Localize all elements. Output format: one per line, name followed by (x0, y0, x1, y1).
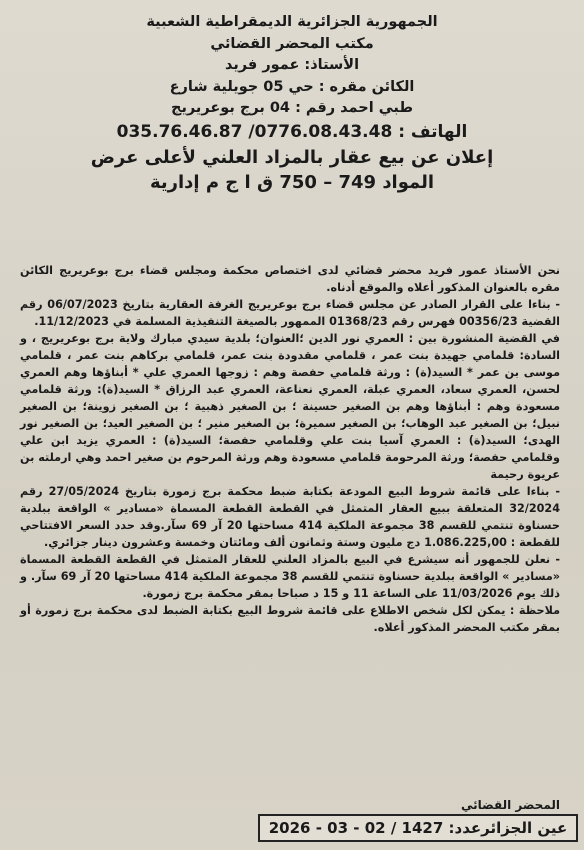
case-parties-paragraph: في القضية المنشورة بين : العمري نور الدين ؛العنوان؛ بلدية سيدي مبارك ولاية برج بوعريريج ، و السادة: قلمامي جهيدة بنت عمر ، قلمامي مقدودة بنت عمر، قلمامي بركاهم بنت عمر ، قلمامي موسى بن عمر * السيد(ة) : ورثة قلمامي حفصة وهم : زوجها العمري علي * أبناؤها وهم العمري لحسن، العمري سعاد، العمري عبلة، العمري نعناعة، العمري عبد الرزاق * السيد(ة): ورثة قلمامي مسعودة وهم : أبناؤها وهم بن الصغير حسينة ؛ بن الصغير ذهبية ؛ بن الصغير زوينة؛ بن الصغير نبيل؛ بن الصغير عبد الوهاب؛ بن الصغير سميرة؛ بن الصغير منير ؛ بن الصغير العيد؛ بن الصغير نور الهدى؛ السيد(ة) : العمري آسيا بنت علي وقلمامي حفصة؛ السيد(ة) : العمري يزيد ابن علي وقلمامي حفصة؛ ورثة المرحومة قلمامي مسعودة وهم ورثة المرحوم بن صغير احمد وهي ارملته بن عريوة رحيمة (20, 332, 560, 481)
notice-header (0, 12, 584, 195)
sale-conditions-paragraph: - بناءا على قائمة شروط البيع المودعة بكتابة ضبط محكمة برج زمورة بتاريخ 27/05/2024 رقم 32/2024 المتعلقة ببيع العقار المتمثل في القطعة القطعة المسماة «مسادير » الواقعة ببلدية حسناوة تنتمي للقسم 38 مجموعة الملكية 414 مساحتها 20 آر 69 سآر.وقد حدد السعر الافتتاحي للقطعة : 1.086.225,00 دج مليون وستة وثمانون ألف ومائتان وخمسة وعشرون دينار جزائري. (20, 485, 560, 549)
decision-paragraph: - بناءا على القرار الصادر عن مجلس قضاء برج بوعريريج الغرفة العقارية بتاريخ 06/07/2023 رقم القضية 00356/23 فهرس رقم 01368/23 الممهور بالصيغة التنفيذية المسلمة في 11/12/2023. (20, 298, 560, 328)
legal-articles: المواد 749 – 750 ق ا ج م إدارية (149, 171, 435, 193)
announcement-title: إعلان عن بيع عقار بالمزاد العلني لأعلى عرض (90, 146, 494, 168)
office-address-line1: الكائن مقره : حي 05 جويلية شارع (169, 78, 415, 95)
bailiff-signature: المحضر القضائي (460, 798, 560, 812)
republic-title: الجمهورية الجزائرية الديمقراطية الشعبية (146, 14, 438, 30)
remark-paragraph: ملاحظة : يمكن لكل شخص الاطلاع على قائمة شروط البيع بكتابة الضبط لدى محكمة برج زمورة أو بمقر مكتب المحضر المذكور أعلاه. (20, 604, 560, 634)
auction-notice-paragraph: - نعلن للجمهور أنه سيشرع في البيع بالمزاد العلني للعقار المتمثل في القطعة القطعة المسماة «مسادير » الواقعة ببلدية حسناوة تنتمي للقسم 38 مجموعة الملكية 414 مساحتها 20 آر 69 سآر. و ذلك يوم 11/03/2026 على الساعة 11 و 15 د صباحا بمقر محكمة برج زمورة. (20, 553, 560, 600)
publication-footer: عين الجزائرعدد: 1427 / 02 - 03 - 2026 (258, 814, 578, 842)
lawyer-name: الأستاذ: عمور فريد (224, 57, 360, 73)
intro-paragraph: نحن الأستاذ عمور فريد محضر قضائي لدى اختصاص محكمة ومجلس قضاء برج بوعريريج الكائن مقره بالعنوان المذكور أعلاه والموقع أدناه. (20, 264, 560, 294)
office-address-line2: طبي احمد رقم : 04 برج بوعريريج (171, 100, 413, 116)
notice-body (20, 262, 560, 636)
office-title: مكتب المحضر القضائي (210, 35, 374, 52)
office-phone: الهاتف : 0776.08.43.48/ 035.76.46.87 (116, 121, 468, 142)
